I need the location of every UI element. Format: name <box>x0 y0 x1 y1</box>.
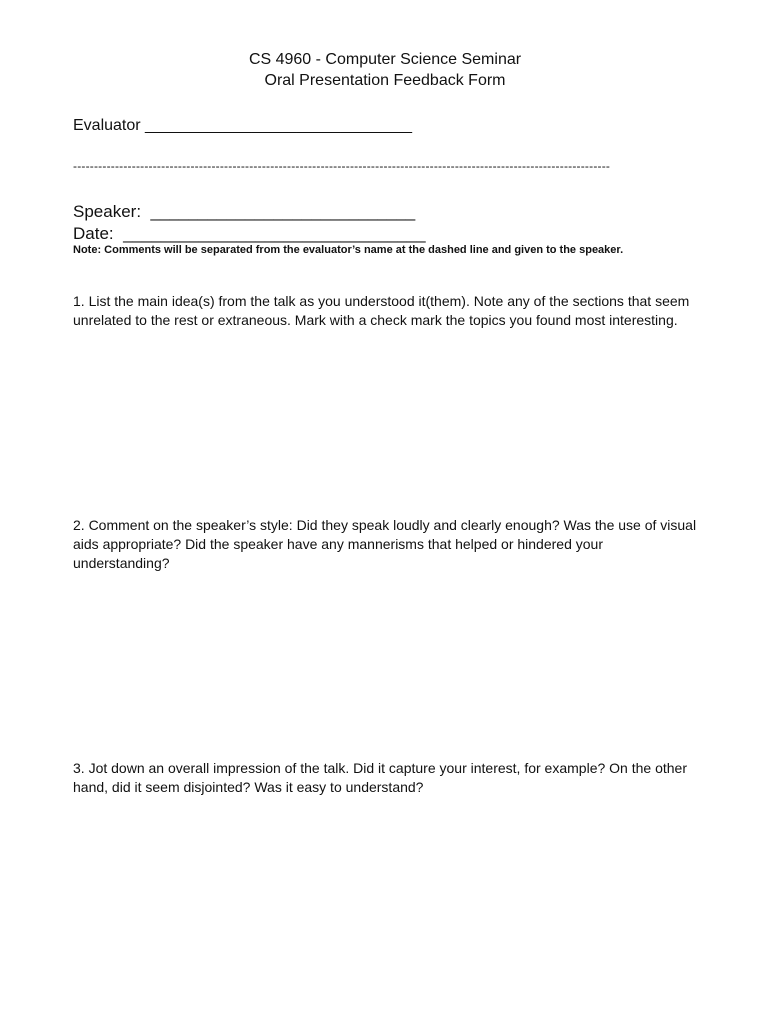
date-blank[interactable]: ________________________________ <box>123 224 426 243</box>
evaluator-label: Evaluator <box>73 117 141 134</box>
speaker-blank[interactable]: ____________________________ <box>150 202 416 221</box>
speaker-field <box>73 202 415 222</box>
speaker-label: Speaker: <box>73 202 142 221</box>
date-label: Date: <box>73 224 114 243</box>
note-text: Note: Comments will be separated from the evaluator’s name at the dashed line and given to the speaker. <box>73 244 624 256</box>
question-3: 3. Jot down an overall impression of the talk. Did it capture your interest, for example? On the other hand, did it seem disjointed? Was it easy to understand? <box>73 760 687 795</box>
question-1: 1. List the main idea(s) from the talk as you understood it(them). Note any of the sections that seem unrelated to the rest or extraneous. Mark with a check mark the topics you found most interesting. <box>73 293 690 328</box>
evaluator-field <box>73 116 412 136</box>
question-2: 2. Comment on the speaker’s style: Did they speak loudly and clearly enough? Was the use of visual aids appropriate? Did the speaker have any mannerisms that helped or hindered your understanding? <box>73 517 697 571</box>
form-title: Oral Presentation Feedback Form <box>264 72 506 89</box>
date-field <box>73 224 426 244</box>
dashed-separator-line: -------------------------------------------------------------------------------------------------------------------------------- <box>73 159 611 173</box>
course-title: CS 4960 - Computer Science Seminar <box>248 51 522 68</box>
evaluator-blank[interactable]: ______________________________ <box>145 117 412 134</box>
